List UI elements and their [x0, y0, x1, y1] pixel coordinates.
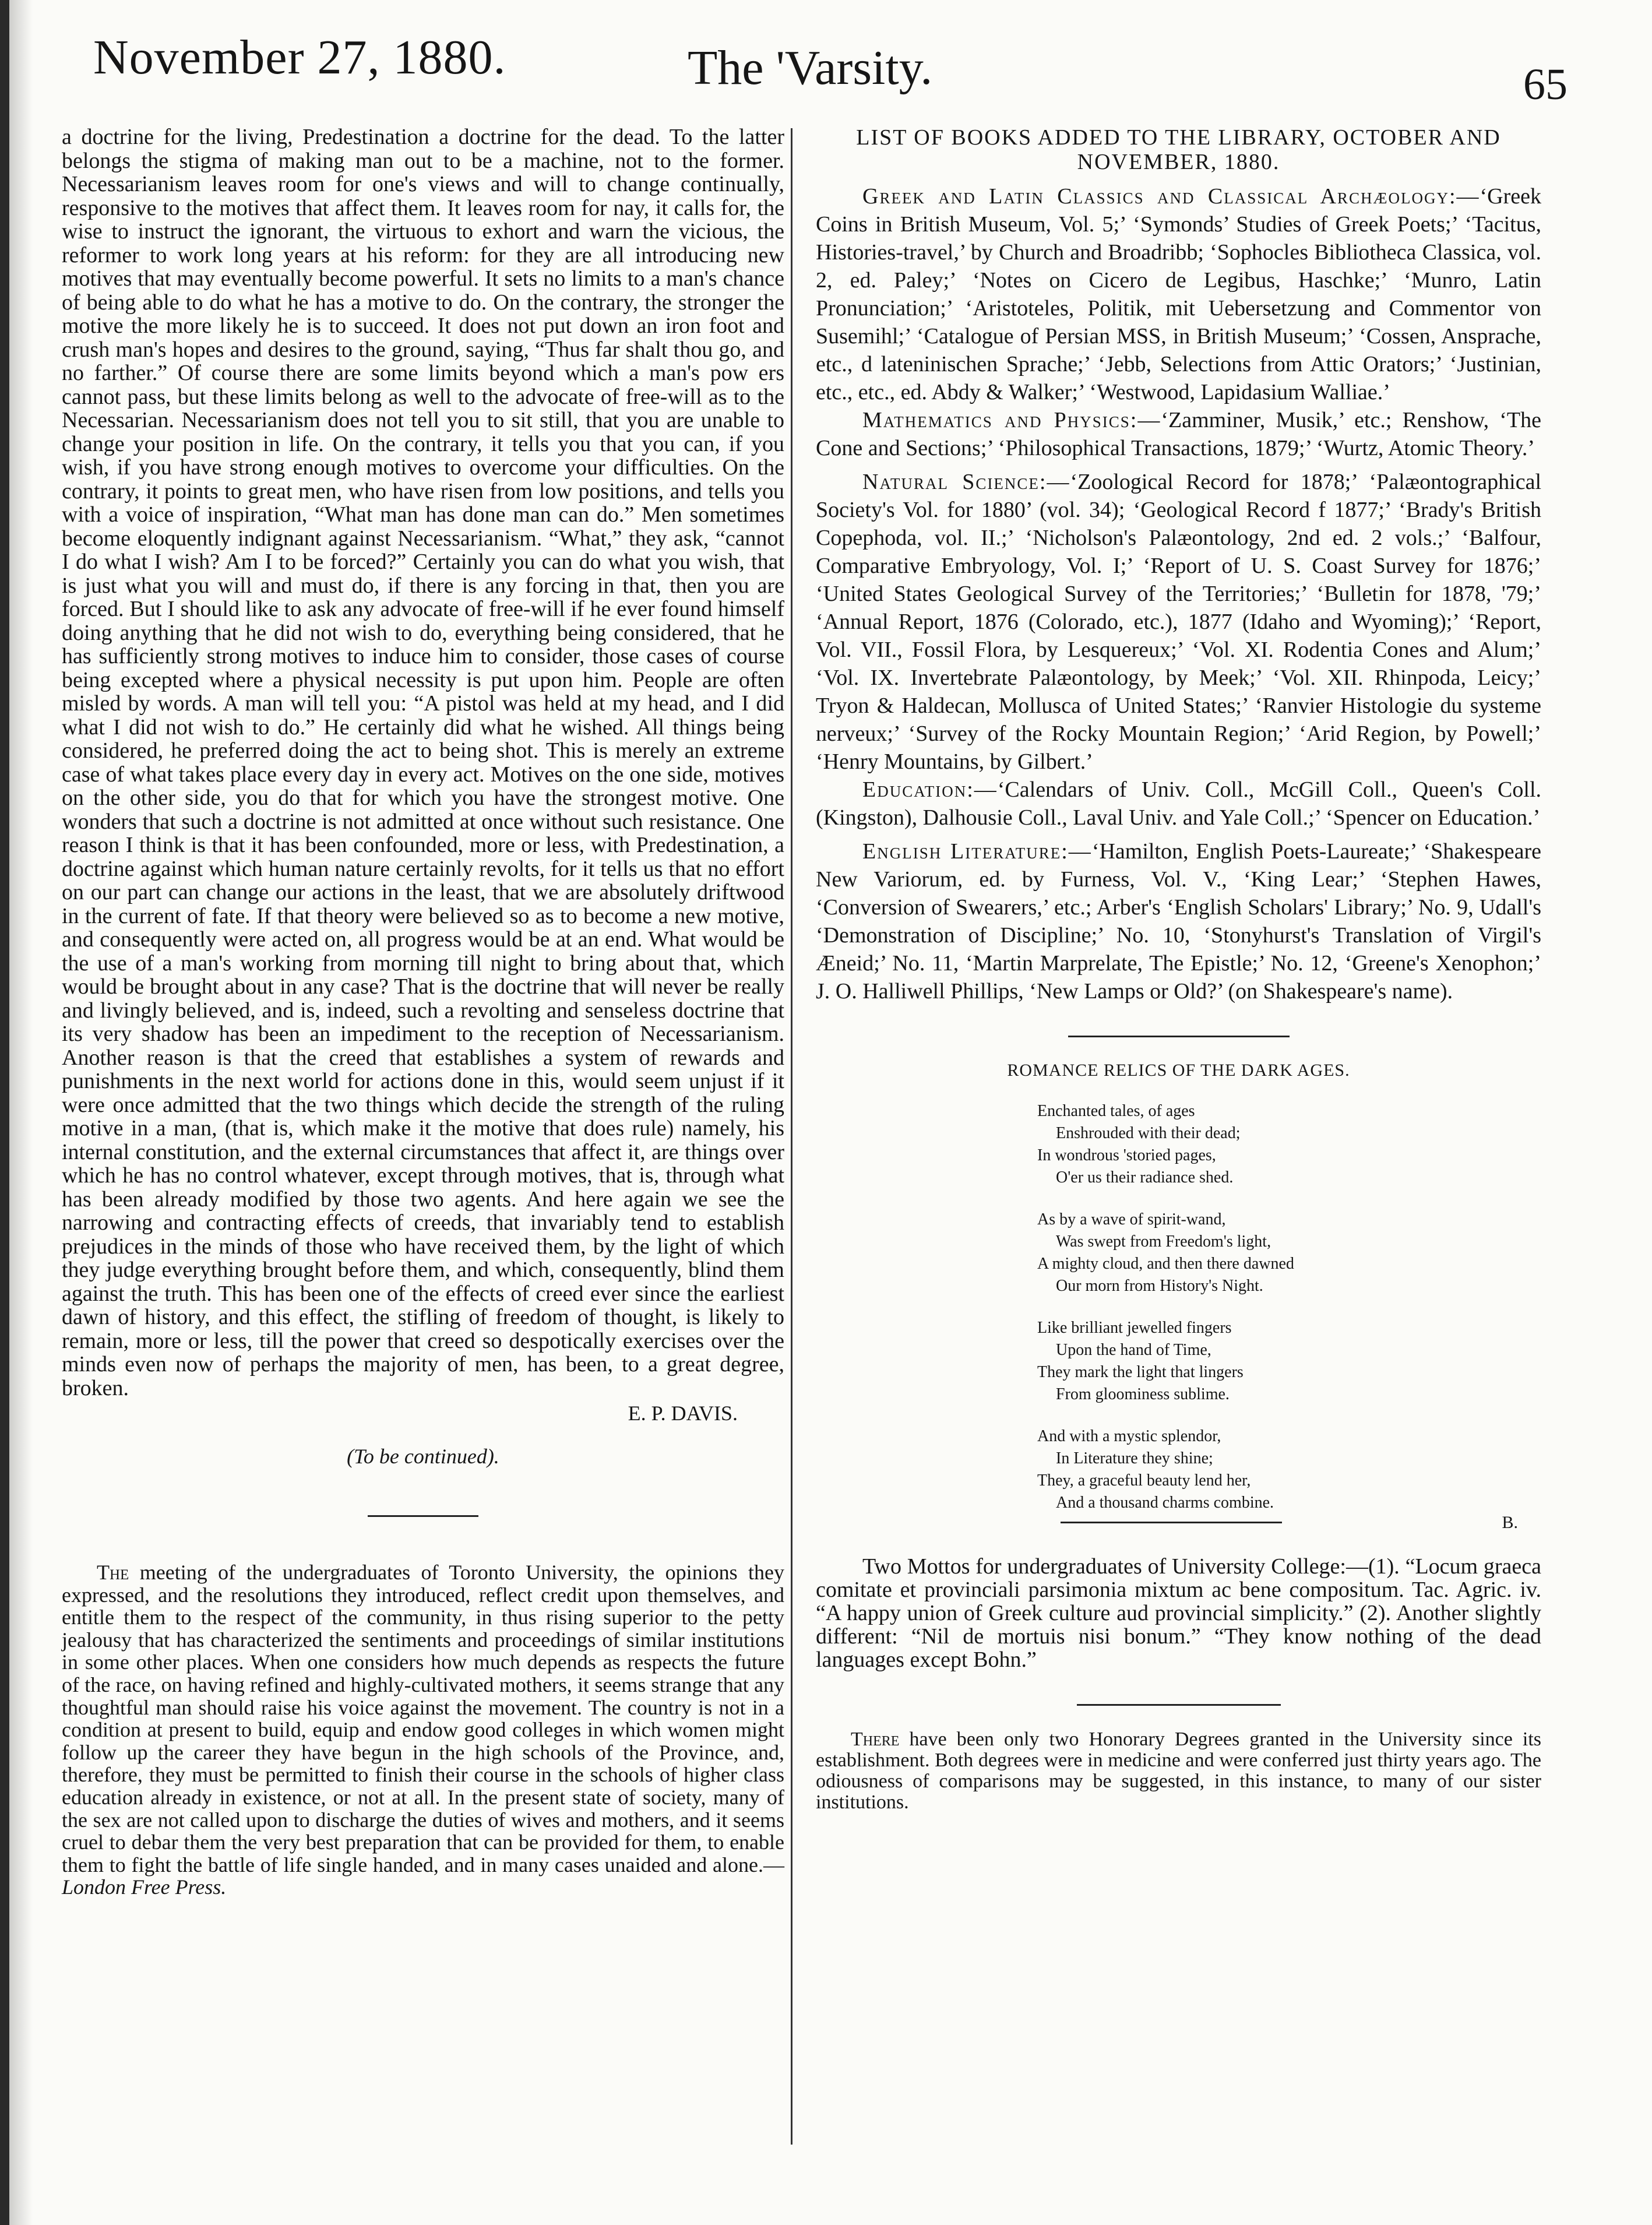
degrees-note-lead: There [851, 1728, 900, 1750]
poem-line: Was swept from Freedom's light, [1056, 1233, 1271, 1251]
essay-body: a doctrine for the living, Predestination a doctrine for the dead. To the latter belongs the stigma of making man out to be a machine, not to the former. Necessarianism leaves room for one's views and will to change continually, responsive to the motives that affect them. It leaves room for nay, it calls for, the wise to instruct the ignorant, the virtuous to exhort and warn the vicious, the reformer to work long years at his reform: for they are all introducing new motives that may eventually become powerful. It sets no limits to a man's chance of being able to do what he has a motive to do. On the contrary, the stronger the motive the more likely he is to succeed. It does not put down an iron foot and crush man's hopes and desires to the ground, saying, “Thus far shalt thou go, and no farther.” Of course there are some limits beyond which a man's pow ers cannot pass, but these limits belong as well to the advocate of free-will as to the Necessarian. Necessarianism does not tell you to sit still, that you are unable to change your position in life. On the contrary, it tells you that you can, if you wish, if you have strong enough motives to overcome your difficulties. On the contrary, it points to great men, who have risen from low positions, and tells you with a voice of inspiration, “What man has done man can do.” Men sometimes become eloquently indignant against Necessarianism. “What,” they ask, “cannot I do what I wish? Am I to be forced?” Certainly you can do what you wish, that is just what you will and must do, if there is any forcing in that, then you are forced. But I should like to ask any advocate of free-will if he ever found himself doing anything that he did not wish to do, everything being considered, that he has sufficiently strong motives to induce him to consider, those cases of course being excepted where a physical necessity is put upon him. People are often misled by words. A man will tell you: “A pistol was held at my head, and I did what I did not wish to do.” He certainly did what he wished. All things being considered, he preferred doing the act to being shot. This is merely an extreme case of what takes place every day in every act. Motives on the one side, motives on the other side, you do that for which you have the strongest motive. One wonders that such a doctrine is not admitted at once without such resistance. One reason I think is that it has been confounded, more or less, with Predestination, a doctrine against which human nature certainly revolts, for it tells us that no effort on our part can change our actions in the least, that we are absolutely driftwood in the current of fate. If that theory were believed so as to become a new motive, and consequently were acted on, all progress would be at an end. What would be the use of a man's working from morning till night to bring about that, which would be brought about in any case? That is the doctrine that will never be really and livingly believed, and is, indeed, such a revolting and senseless doctrine that its very shadow has been an impediment to the reception of Necessarianism. Another reason is that the creed that establishes a system of rewards and punishments in the next world for actions done in this, would seem unjust if it were once admitted that the two things which decide the strength of the ruling motive in a man, (that is, which make it the motive that does rule) namely, his internal constitution, and the external circumstances that affect it, are things over which he has no control whatever, except through motives, that is, through what has been already modified by those two agents. And here again we see the narrowing and contracting effects of creeds, that invariably tend to establish prejudices in the minds of those who have received them, by the light of which they judge everything brought before them, and which, consequently, blind them against the truth. This has been one of the effects of creed ever since the earliest dawn of history, and this effect, the stifling of freedom of thought, is likely to remain, more or less, till the power that creed so despotically exercises over the minds even now of perhaps the majority of men, has been, to a great degree, broken. [62, 125, 784, 1400]
category-education [816, 776, 1541, 832]
category-text: ‘Greek Coins in British Museum, Vol. 5;’ ‘Symonds’ Studies of Greek Poets;’ ‘Tacitus, Histories-travel,’ by Church and Broadribb; ‘Sophocles Bibliotheca Classica, vol. 2, ed. Paley;’ ‘Notes on Cicero de Legibus, Haschke;’ ‘Munro, Latin Pronunciation;’ ‘Aristoteles, Politik, mit Uebersetzung and Commentor von Susemihl;’ ‘Catalogue of Persian MSS, in British Museum;’ ‘Cossen, Ansprache, etc., d lateninischen Sprache;’ ‘Jebb, Selections from Attic Orators;’ ‘Justinian, etc., etc., ed. Abdy & Walker;’ ‘Westwood, Lapidasium Walliae.’ [816, 184, 1541, 404]
category-label: Greek and Latin Classics and Classical Archæology:— [862, 184, 1480, 209]
poem-footer [816, 1513, 1541, 1533]
poem-stanza [1037, 1209, 1541, 1297]
poem-line: From gloominess sublime. [1056, 1385, 1230, 1403]
binding-edge [0, 0, 9, 2225]
poem-line: Upon the hand of Time, [1056, 1341, 1211, 1359]
poem-line: As by a wave of spirit-wand, [1037, 1210, 1226, 1228]
poem-line: They, a graceful beauty lend her, [1037, 1471, 1251, 1490]
book-categories [816, 182, 1541, 1005]
right-column [816, 125, 1541, 1813]
category-english-literature [816, 837, 1541, 1005]
poem-stanza [1037, 1100, 1541, 1189]
poem-signature: B. [1502, 1513, 1518, 1532]
meeting-note-lead: The [97, 1561, 129, 1584]
page-number: 65 [1523, 60, 1568, 109]
category-text: ‘Hamilton, English Poets-Laureate;’ ‘Shakespeare New Variorum, ed. by Furness, Vol. V., ‘King Lear;’ ‘Stephen Hawes, ‘Conversion of Swearers,’ etc.; Arber's ‘English Scholars' Library;’ No. 9, Udall's ‘Demonstration of Discipline;’ No. 10, ‘Stonyhurst's Translation of Virgil's Æneid;’ No. 11, ‘Martin Marprelate, The Epistle;’ No. 12, ‘Greene's Xenophon;’ J. O. Halliwell Phillips, ‘New Lamps or Old?’ (on Shakespeare's name). [816, 839, 1541, 1004]
category-text: ‘Calendars of Univ. Coll., McGill Coll., Queen's Coll. (Kingston), Dalhousie Coll., Laval Univ. and Yale Coll.;’ ‘Spencer on Education.’ [816, 777, 1541, 830]
poem-line: A mighty cloud, and then there dawned [1037, 1255, 1294, 1273]
category-label: English Literature:— [862, 839, 1092, 864]
poem-line: Our morn from History's Night. [1056, 1277, 1263, 1295]
meeting-note-text: meeting of the undergraduates of Toronto University, the opinions they expressed, and the resolutions they introduced, reflect credit upon themselves, and entitle them to the respect of the community, in thus rising superior to the petty jealousy that has characterized the sentiments and proceedings of similar institutions in some other places. When one considers how much depends as respects the future of the race, on having refined and highly-cultivated mothers, it seems strange that any thoughtful man should raise his voice against the movement. The country is not in a condition at present to build, equip and endow good colleges in which women might follow up the career they have begun in the high schools of the Province, and, therefore, they must be permitted to finish their course in the schools of higher class education already in existence, or not at all. In the present state of society, many of the sex are not called upon to discharge the duties of wives and mothers, and it seems cruel to debar them the very best preparation that can be provided for them, to enable them to fight the battle of life single handed, and in many cases unaided and alone.— [62, 1561, 784, 1877]
category-classics [816, 182, 1541, 406]
category-label: Mathematics and Physics:— [862, 408, 1161, 432]
poem-stanza [1037, 1317, 1541, 1406]
poem-line: Like brilliant jewelled fingers [1037, 1319, 1232, 1337]
meeting-note-source: London Free Press. [62, 1875, 227, 1899]
section-rule [1077, 1704, 1281, 1706]
poem-line: And with a mystic splendor, [1037, 1427, 1221, 1445]
section-rule [1068, 1036, 1290, 1037]
poem-line: In Literature they shine; [1056, 1449, 1213, 1467]
category-natural-science [816, 468, 1541, 776]
poem-line: Enchanted tales, of ages [1037, 1102, 1195, 1120]
category-text: ‘Zamminer, Musik,’ etc.; Renshow, ‘The Cone and Sections;’ ‘Philosophical Transactions, 1879;’ ‘Wurtz, Atomic Theory.’ [816, 408, 1541, 460]
category-label: Natural Science:— [862, 470, 1070, 494]
poem-line: Enshrouded with their dead; [1056, 1124, 1241, 1142]
poem-line: They mark the light that lingers [1037, 1363, 1244, 1381]
poem-line: And a thousand charms combine. [1056, 1494, 1274, 1512]
mottos-note: Two Mottos for undergraduates of University College:—(1). “Locum graeca comitate et provinciali parsimonia mixtum ac bene compositum. Tac. Agric. iv. “A happy union of Greek culture aud provincial simplicity.” (2). Another slightly different: “Nil de mortuis nisi bonum.” “They know nothing of the dead languages except Bohn.” [816, 1554, 1541, 1672]
category-label: Education:— [862, 777, 998, 802]
books-heading: LIST OF BOOKS ADDED TO THE LIBRARY, OCTOBER AND NOVEMBER, 1880. [856, 125, 1501, 174]
poem-line: In wondrous 'storied pages, [1037, 1146, 1216, 1164]
category-text: ‘Zoological Record for 1878;’ ‘Palæontographical Society's Vol. for 1880’ (vol. 34); ‘Geological Record f 1877;’ ‘Brady's British Copephoda, vol. II.;’ ‘Nicholson's Palæontology, 2nd ed. 2 vols.;’ ‘Balfour, Comparative Embryology, Vol. I;’ ‘Report of U. S. Coast Survey for 1876;’ ‘United States Geological Survey of the Territories;’ ‘Bulletin for 1878, '79;’ ‘Annual Report, 1876 (Colorado, etc.), 1877 (Idaho and Wyoming);’ ‘Report, Vol. VII., Fossil Flora, by Lesquereux;’ ‘Vol. XI. Rodentia Cones and Alum;’ ‘Vol. IX. Invertebrate Palæontology, by Meek;’ ‘Vol. XII. Rhinpoda, Leicy;’ Tryon & Haldecan, Mollusca of United States;’ ‘Ranvier Histologie du systeme nerveux;’ ‘Survey of the Rocky Mountain Region;’ ‘Arid Region, by Powell;’ ‘Henry Mountains, by Gilbert.’ [816, 470, 1542, 774]
binding-shadow [9, 0, 33, 2225]
category-mathematics [816, 406, 1541, 462]
poem-line: O'er us their radiance shed. [1056, 1168, 1234, 1187]
section-rule [1061, 1522, 1282, 1523]
column-divider [791, 128, 792, 2145]
poem-title: ROMANCE RELICS OF THE DARK AGES. [1007, 1061, 1350, 1080]
degrees-note [816, 1729, 1541, 1813]
masthead-title: The 'Varsity. [688, 41, 933, 95]
page-header [93, 23, 1568, 111]
left-column [62, 125, 784, 1899]
meeting-note [62, 1561, 784, 1899]
essay-signature: E. P. DAVIS. [628, 1402, 738, 1425]
issue-date: November 27, 1880. [93, 30, 506, 85]
section-rule [368, 1515, 478, 1517]
poem-stanza [1037, 1425, 1541, 1514]
to-be-continued: (To be continued). [347, 1445, 499, 1468]
degrees-note-text: have been only two Honorary Degrees granted in the University since its establishment. Both degrees were in medicine and were conferred just thirty years ago. The odiousness of comparisons may be suggested, in this instance, to many of our sister institutions. [816, 1728, 1541, 1813]
